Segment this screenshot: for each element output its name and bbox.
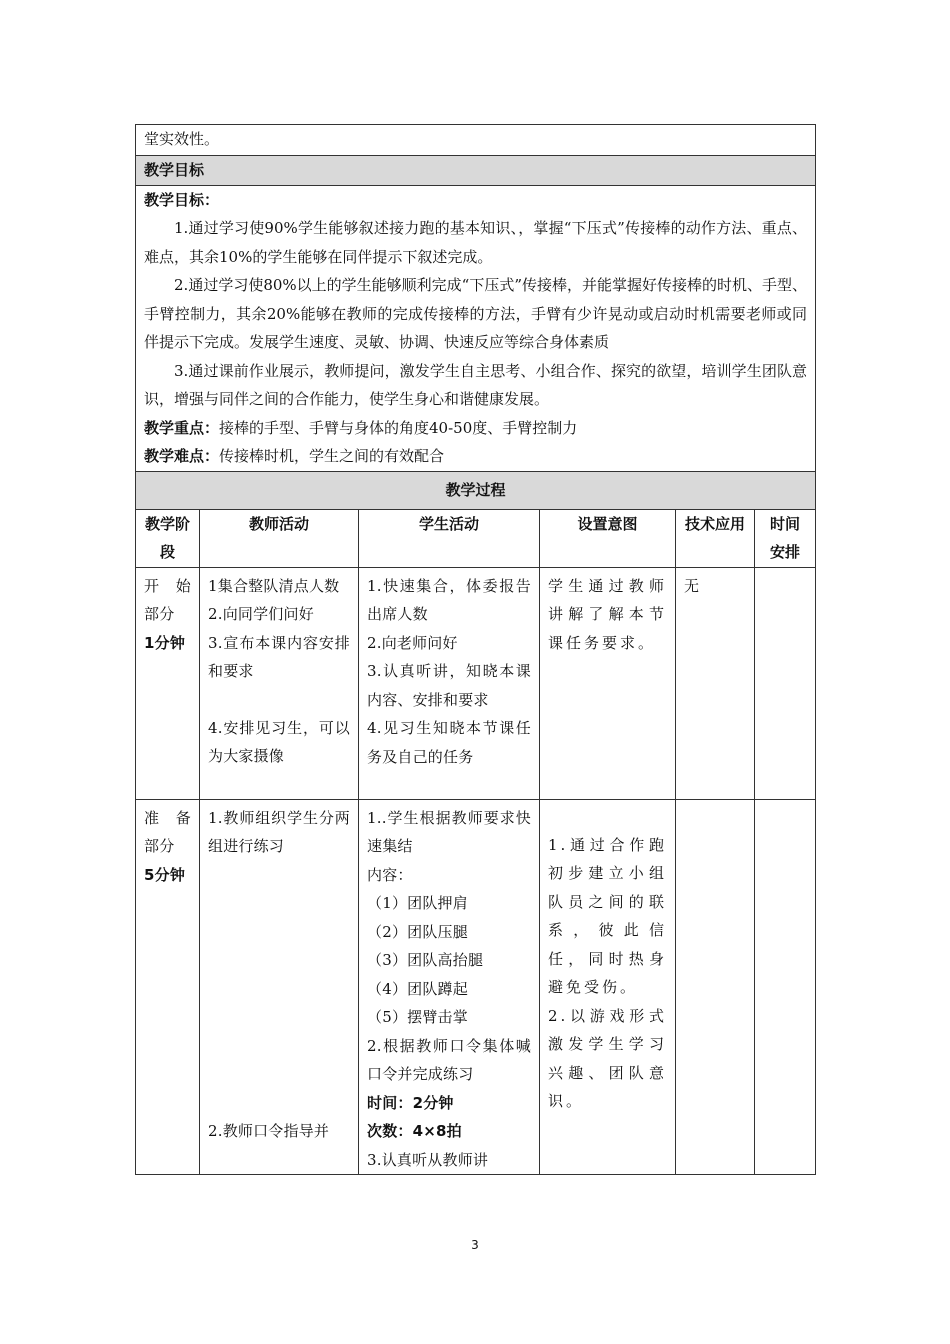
- list-item: 2.向同学们问好: [208, 605, 314, 623]
- col-intent: 设置意图: [540, 509, 676, 567]
- col-tech: 技术应用: [676, 509, 755, 567]
- list-item: 次数：4×8拍: [367, 1122, 462, 1140]
- list-item: 1.通过合作跑初步建立小组队员之间的联系，彼此信任，同时热身避免受伤。: [548, 835, 667, 996]
- list-item: 内容：: [367, 865, 413, 884]
- objective-item-3: 3.通过课前作业展示，教师提问，激发学生自主思考、小组合作、探究的欲望，培训学生团队意识，增强与同伴之间的合作能力，使学生身心和谐健康发展。: [144, 361, 808, 408]
- list-item: 2.以游戏形式激发学生学习兴趣、团队意识。: [548, 1006, 667, 1110]
- lesson-plan-table: [135, 124, 816, 1175]
- objectives-header: 教学目标: [136, 156, 816, 186]
- page-content: [135, 124, 815, 1175]
- col-teacher: 教师活动: [200, 509, 359, 567]
- list-item: （1）团队押肩: [367, 894, 468, 912]
- list-item: 1.教师组织学生分两组进行练习: [208, 808, 350, 855]
- list-item: 4.见习生知晓本节课任务及自己的任务: [367, 719, 531, 766]
- list-item: 时间：2分钟: [367, 1093, 454, 1112]
- list-item: 3.认真听讲，知晓本课内容、安排和要求: [367, 662, 531, 709]
- key-point-label: 教学重点：: [144, 418, 220, 437]
- key-point: [144, 414, 807, 443]
- stage-time: 1分钟: [144, 633, 186, 652]
- list-item: 1.快速集合，体委报告出席人数: [367, 576, 531, 623]
- time-cell: [755, 567, 816, 799]
- list-item: 3.认真听从教师讲: [367, 1150, 489, 1169]
- process-header: 教学过程: [136, 471, 816, 509]
- intent-cell: [540, 567, 676, 799]
- tech-cell: 无: [676, 567, 755, 799]
- tech-cell: [676, 799, 755, 1175]
- intro-tail: 堂实效性。: [136, 125, 816, 156]
- objective-item-2: 2.通过学习使80%以上的学生能够顺利完成“下压式”传接棒，并能掌握好传接棒的时机、手型、手臂控制力，其余20%能够在教师的完成传接棒的方法，手臂有少许晃动或启动时机需要老师或同伴提示下完成。发展学生速度、灵敏、协调、快速反应等综合身体素质: [144, 276, 808, 351]
- table-row: [136, 799, 816, 1175]
- list-item: （4）团队蹲起: [367, 979, 468, 998]
- stage-cell: [136, 799, 200, 1175]
- student-activity: [359, 799, 540, 1175]
- objectives-body: [136, 185, 816, 471]
- list-item: 3.宣布本课内容安排和要求: [208, 633, 350, 680]
- objective-item-1: 1.通过学习使90%学生能够叙述接力跑的基本知识、，掌握“下压式”传接棒的动作方法、重点、难点，其余10%的学生能够在同伴提示下叙述完成。: [144, 219, 808, 266]
- col-time: 时间安排: [755, 509, 816, 567]
- col-student: 学生活动: [359, 509, 540, 567]
- stage-cell: [136, 567, 200, 799]
- table-row: [136, 567, 816, 799]
- list-item: 2.根据教师口令集体喊口令并完成练习: [367, 1036, 531, 1083]
- stage-time: 5分钟: [144, 865, 186, 884]
- page-number: 3: [471, 1238, 479, 1252]
- list-item: （5）摆臂击掌: [367, 1008, 468, 1026]
- teacher-activity: [200, 567, 359, 799]
- list-item: 1..学生根据教师要求快速集结: [367, 808, 531, 855]
- stage-name: 开 始部分: [144, 576, 191, 623]
- list-item: 2.向老师问好: [367, 633, 458, 652]
- objectives-subheading: 教学目标：: [144, 190, 220, 209]
- difficulty: [144, 442, 807, 471]
- key-point-text: 接棒的手型、手臂与身体的角度40-50度、手臂控制力: [219, 418, 578, 437]
- teacher-activity: [200, 799, 359, 1175]
- col-stage: 教学阶段: [136, 509, 200, 567]
- stage-name: 准 备部分: [144, 808, 191, 855]
- student-activity: [359, 567, 540, 799]
- list-item: 1集合整队清点人数: [208, 576, 340, 595]
- list-item: （2）团队压腿: [367, 922, 468, 941]
- list-item: 4.安排见习生，可以为大家摄像: [208, 718, 350, 765]
- difficulty-text: 传接棒时机，学生之间的有效配合: [219, 447, 445, 465]
- list-item: 学生通过教师讲解了解本节课任务要求。: [548, 576, 667, 652]
- list-item: 2.教师口令指导并: [208, 1121, 330, 1140]
- difficulty-label: 教学难点：: [144, 447, 220, 465]
- time-cell: [755, 799, 816, 1175]
- intent-cell: [540, 799, 676, 1175]
- list-item: （3）团队高抬腿: [367, 951, 484, 969]
